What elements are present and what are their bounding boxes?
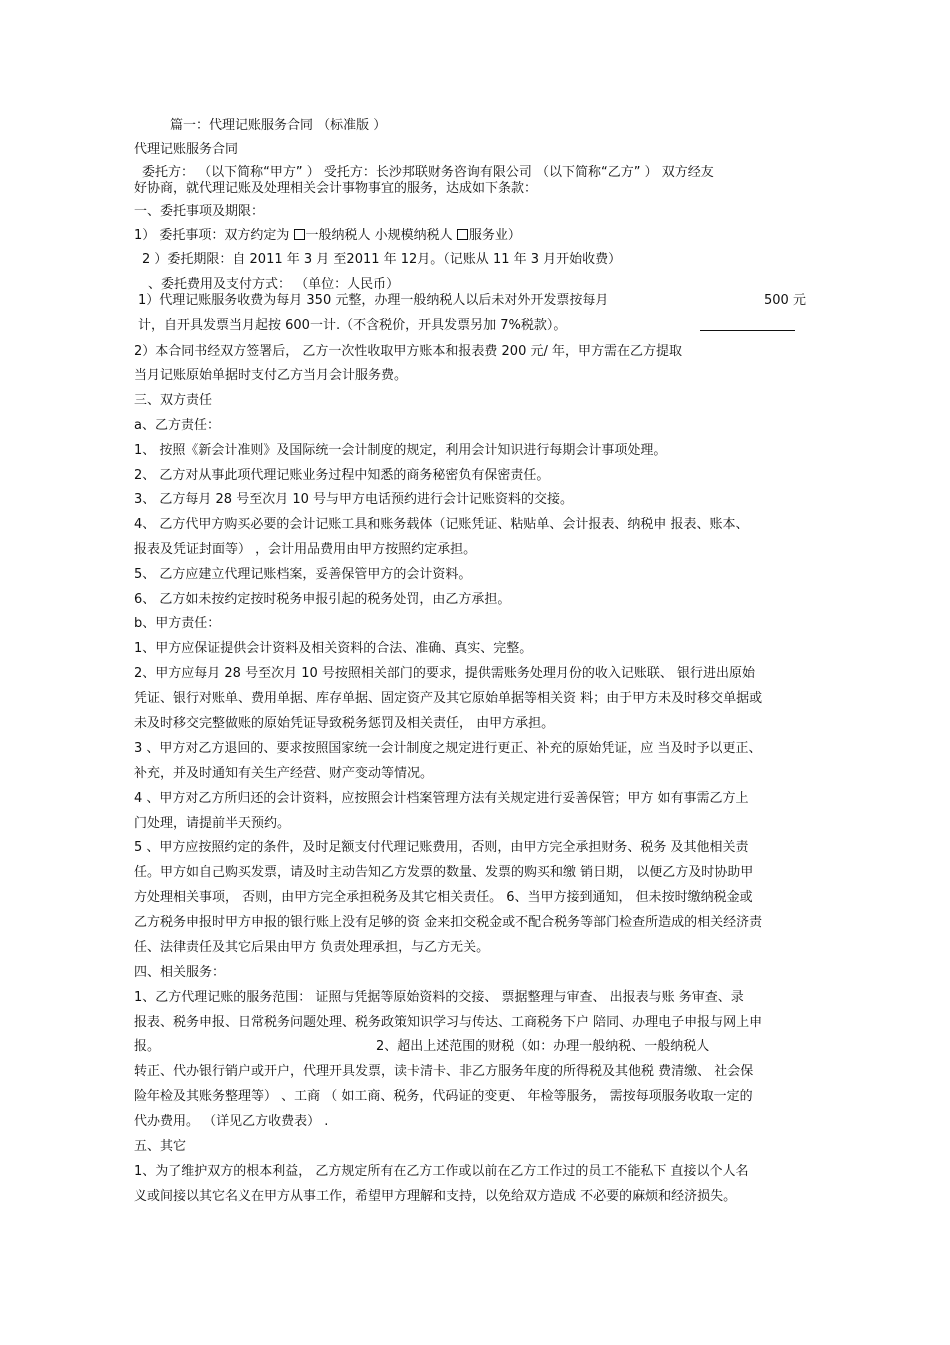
fee-line-4: 当月记账原始单据时支付乙方当月会计服务费。 [134, 368, 408, 383]
entrust-option-service: 服务业） [468, 228, 521, 243]
fee-line-3: 2）本合同书经双方签署后， 乙方一次性收取甲方账本和报表费 200 元/ 年，甲方需在乙方提取 [134, 344, 682, 359]
list-item-cont: 转正、代办银行销户或开户，代理开具发票，读卡清卡、非乙方服务年度的所得税及其他税 费清缴、 社会保 [134, 1064, 754, 1079]
doc-title: 篇一：代理记账服务合同 （标准版 ） [170, 118, 387, 133]
section-2-heading: 、委托费用及支付方式： （单位：人民币） [148, 277, 400, 292]
fee-line-1: 1）代理记账服务收费为每月 350 元整，办理一般纳税人以后未对外开发票按每月 [138, 293, 609, 308]
contract-heading: 代理记账服务合同 [134, 142, 239, 157]
blank-underline [700, 330, 795, 331]
party-b-duties-heading: a、乙方责任： [134, 418, 220, 433]
party-a-duties-heading: b、甲方责任： [134, 616, 221, 631]
list-item-cont: 门处理，请提前半天预约。 [134, 816, 291, 831]
list-item: 5、 乙方应建立代理记账档案，妥善保管甲方的会计资料。 [134, 567, 472, 582]
list-item: 1、为了维护双方的根本利益， 乙方规定所有在乙方工作或以前在乙方工作过的员工不能私下 直接以个人名 [134, 1164, 749, 1179]
list-item: 3 、甲方对乙方退回的、要求按照国家统一会计制度之规定进行更正、补充的原始凭证，应 当及时予以更正、 [134, 741, 762, 756]
list-item: 4 、甲方对乙方所归还的会计资料，应按照会计档案管理方法有关规定进行妥善保管；甲方 如有事需乙方上 [134, 791, 749, 806]
list-item-cont: 方处理相关事项， 否则，由甲方完全承担税务及其它相关责任。 6、当甲方接到通知， 但未按时缴纳税金或 [134, 890, 753, 905]
section-5-heading: 五、其它 [134, 1139, 187, 1154]
list-item-cont: 任。甲方如自己购买发票，请及时主动告知乙方发票的数量、发票的购买和缴 销日期， 以便乙方及时协助甲 [134, 865, 754, 880]
checkbox-icon [457, 229, 468, 240]
list-item: 1、乙方代理记账的服务范围： 证照与凭据等原始资料的交接、 票据整理与审查、 出报表与账 务审查、录 [134, 990, 744, 1005]
list-item-cont: 代办费用。 （详见乙方收费表） . [134, 1114, 329, 1129]
fee-line-2: 计，自开具发票当月起按 600一计.（不含税价，开具发票另加 7%税款）。 [138, 318, 567, 333]
list-item-cont: 义或间接以其它名义在甲方从事工作，希望甲方理解和支持，以免给双方造成 不必要的麻烦和经济损失。 [134, 1189, 737, 1204]
list-item-cont: 报表及凭证封面等） ，会计用品费用由甲方按照约定承担。 [134, 542, 477, 557]
fee-line-1-amount: 500 元 [764, 293, 806, 308]
list-item-cont: 任、法律责任及其它后果由甲方 负责处理承担，与乙方无关。 [134, 940, 490, 955]
entrust-items-label: 1） 委托事项：双方约定为 [134, 228, 290, 243]
entrust-items-line [134, 228, 521, 244]
list-item-cont: 报表、税务申报、日常税务问题处理、税务政策知识学习与传达、工商税务下户 陪同、办理电子申报与网上申 [134, 1015, 763, 1030]
parties-line: 委托方： （以下简称“甲方” ） 受托方：长沙邦联财务咨询有限公司 （以下简称“乙方” ） 双方经友 [142, 165, 714, 180]
list-item-cont: 凭证、银行对账单、费用单据、库存单据、固定资产及其它原始单据等相关资 料；由于甲方未及时移交单据或 [134, 691, 763, 706]
list-item-cont: 报。 [134, 1039, 161, 1054]
list-item: 4、 乙方代甲方购买必要的会计记账工具和账务载体（记账凭证、粘贴单、会计报表、纳税申 报表、账本、 [134, 517, 749, 532]
entrust-option-taxpayers: 一般纳税人 小规模纳税人 [305, 228, 453, 243]
list-item: 2、甲方应每月 28 号至次月 10 号按照相关部门的要求，提供需账务处理月份的收入记账联、 银行进出原始 [134, 666, 756, 681]
list-item: 1、甲方应保证提供会计资料及相关资料的合法、准确、真实、完整。 [134, 641, 533, 656]
parties-line-2: 好协商，就代理记账及处理相关会计事物事宜的服务，达成如下条款： [134, 181, 538, 196]
checkbox-icon [294, 229, 305, 240]
section-3-heading: 三、双方责任 [134, 393, 213, 408]
list-item: 3、 乙方每月 28 号至次月 10 号与甲方电话预约进行会计记账资料的交接。 [134, 492, 574, 507]
list-item: 6、 乙方如未按约定按时税务申报引起的税务处罚，由乙方承担。 [134, 592, 511, 607]
list-item: 1、 按照《新会计准则》及国际统一会计制度的规定，利用会计知识进行每期会计事项处理。 [134, 443, 667, 458]
entrust-period: 2 ）委托期限：自 2011 年 3 月 至2011 年 12月。（记账从 11 年 3 月开始收费） [142, 252, 622, 267]
list-item-cont: 未及时移交完整做账的原始凭证导致税务惩罚及相关责任， 由甲方承担。 [134, 716, 555, 731]
list-item: 5 、甲方应按照约定的条件，及时足额支付代理记账费用，否则，由甲方完全承担财务、税务 及其他相关责 [134, 840, 749, 855]
section-1-heading: 一、委托事项及期限： [134, 204, 265, 219]
list-item: 2、 乙方对从事此项代理记账业务过程中知悉的商务秘密负有保密责任。 [134, 468, 550, 483]
list-item-cont: 乙方税务申报时甲方申报的银行账上没有足够的资 金来扣交税金或不配合税务等部门检查所造成的相关经济责 [134, 915, 763, 930]
list-item: 2、超出上述范围的财税（如：办理一般纳税、一般纳税人 [376, 1039, 710, 1054]
section-4-heading: 四、相关服务： [134, 965, 226, 980]
list-item-cont: 补充，并及时通知有关生产经营、财产变动等情况。 [134, 766, 434, 781]
list-item-cont: 险年检及其账务整理等） 、工商 （ 如工商、税务，代码证的变更、 年检等服务， 需按每项服务收取一定的 [134, 1089, 753, 1104]
